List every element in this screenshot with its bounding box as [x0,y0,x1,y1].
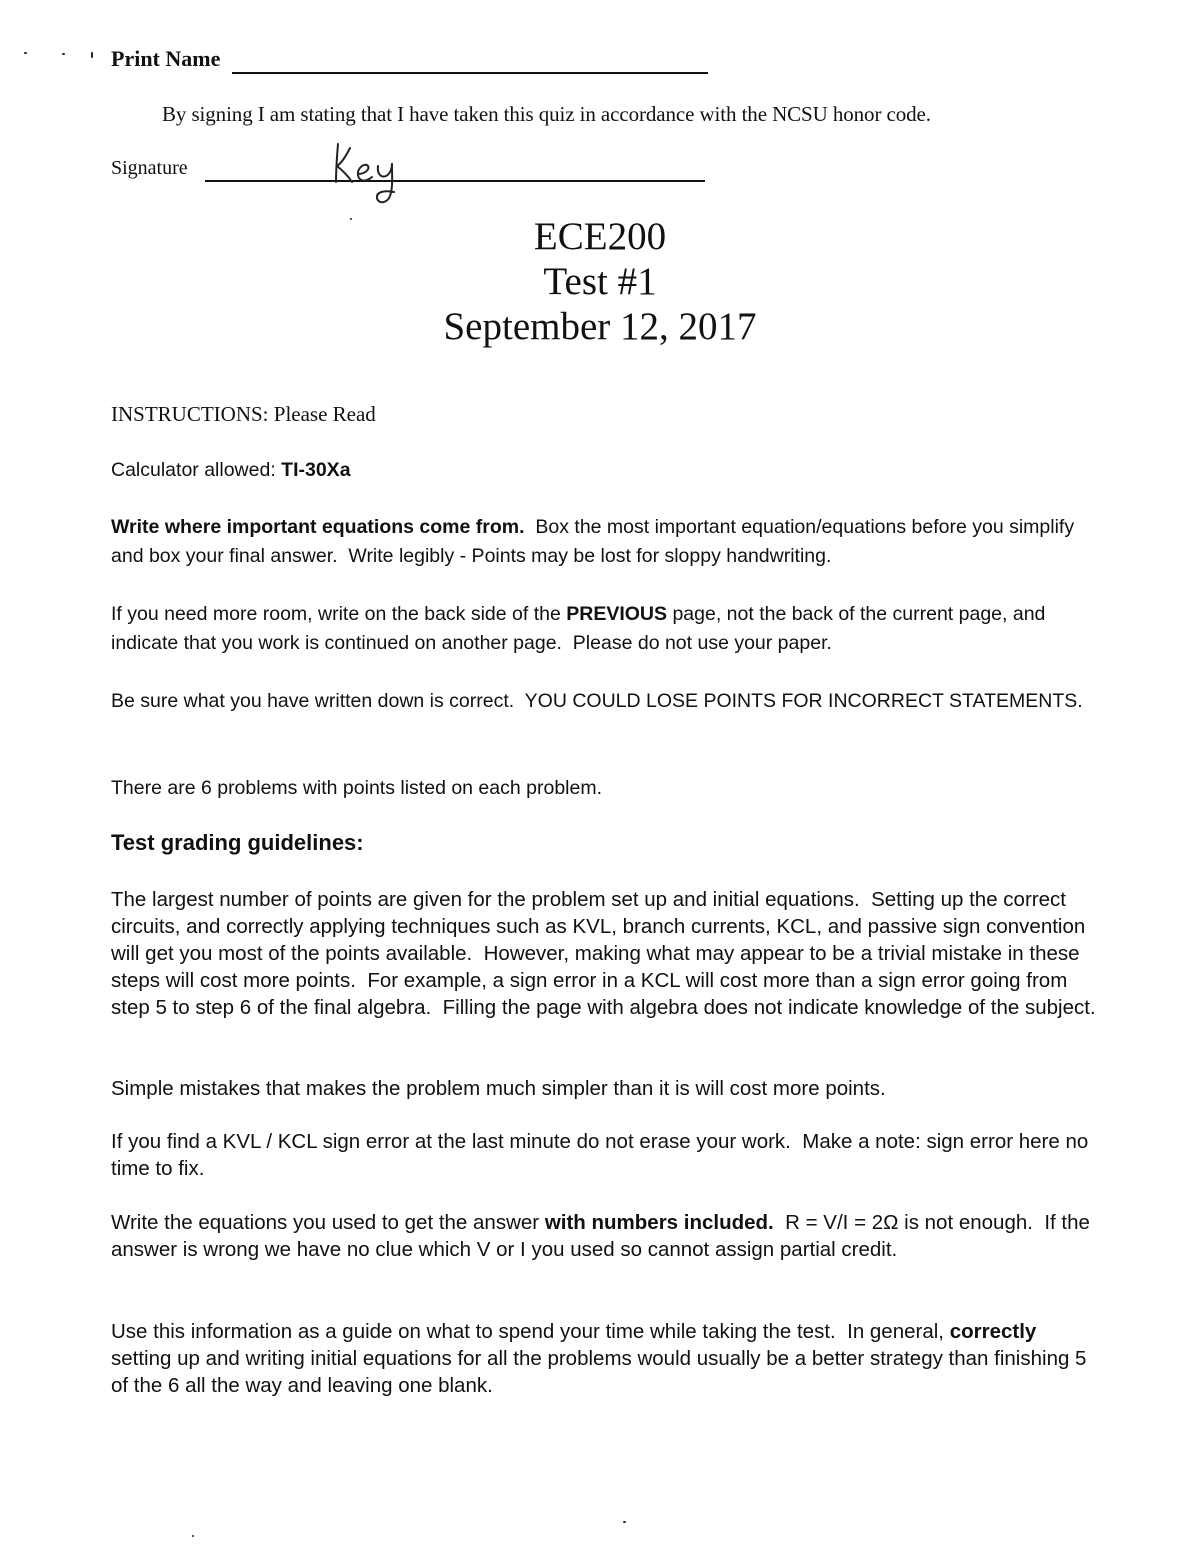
guideline-text: Use this information as a guide on what to spend your time while taking the test. In general, [111,1320,950,1343]
signature-field[interactable] [205,180,705,182]
guideline-text: R = V/I = 2Ω is not enough. If the answer is wrong we have no clue which V or I you used so cannot assign partial credit. [111,1211,1096,1261]
guideline-text: setting up and writing initial equations for all the problems would usually be a better strategy than finishing 5 of the 6 all the way and leaving one blank. [111,1347,1087,1397]
test-title: Test #1 [543,260,657,303]
print-name-field[interactable] [232,72,708,74]
calculator-model: TI-30Xa [281,459,351,481]
instruction-text: Box the most important equation/equations before you simplify and box your final answer. Write legibly - Points may be lost for sloppy handwriting. [111,516,1080,567]
instruction-paragraph-room [111,600,1101,658]
instruction-emphasis: Write where important equations come from. [111,516,525,538]
guideline-setup: The largest number of points are given for the problem set up and initial equations. Setting up the correct circuits, and correctly applying techniques such as KVL, branch currents, KCL, and passive sign convention will get you most of the points available. However, making what may appear to be a trivial mistake in these steps will cost more points. For example, a sign error in a KCL will cost more than a sign error going from step 5 to step 6 of the final algebra. Filling the page with algebra does not indicate knowledge of the subject. [111,888,1096,1019]
guideline-simple-mistakes: Simple mistakes that makes the problem much simpler than it is will cost more points. [111,1077,886,1100]
instructions-heading: INSTRUCTIONS: Please Read [111,402,376,426]
guideline-strategy [111,1318,1101,1399]
scan-speck [192,1535,194,1537]
guideline-emphasis: with numbers included. [544,1211,774,1234]
scan-speck [91,52,93,58]
calculator-label: Calculator allowed: [111,459,282,481]
instruction-paragraph-equations [111,513,1101,571]
course-title: ECE200 [533,215,667,258]
test-date: September 12, 2017 [443,305,757,348]
scan-speck [623,1521,626,1523]
signature-label: Signature [111,157,188,179]
handwritten-signature [328,138,418,210]
guideline-numbers [111,1209,1101,1263]
instruction-emphasis: PREVIOUS [566,603,668,625]
honor-statement: By signing I am stating that I have taken this quiz in accordance with the NCSU honor code. [162,102,931,126]
guideline-text: Write the equations you used to get the answer [111,1211,545,1234]
instruction-text: If you need more room, write on the back side of the [111,603,567,625]
guideline-emphasis: correctly [949,1320,1037,1343]
instruction-text: page, not the back of the current page, and indicate that you work is continued on another page. Please do not use your paper. [111,603,1051,654]
guidelines-heading: Test grading guidelines: [111,830,364,855]
scan-speck [24,52,27,54]
scan-speck [62,53,65,55]
instruction-paragraph-correctness: Be sure what you have written down is correct. YOU COULD LOSE POINTS FOR INCORRECT STATEMENTS. [111,690,1083,712]
guideline-sign-error: If you find a KVL / KCL sign error at the last minute do not erase your work. Make a note: sign error here no time to fix. [111,1130,1094,1180]
instruction-paragraph-problems: There are 6 problems with points listed on each problem. [111,777,603,799]
calculator-line [111,456,351,485]
print-name-label: Print Name [111,46,221,71]
